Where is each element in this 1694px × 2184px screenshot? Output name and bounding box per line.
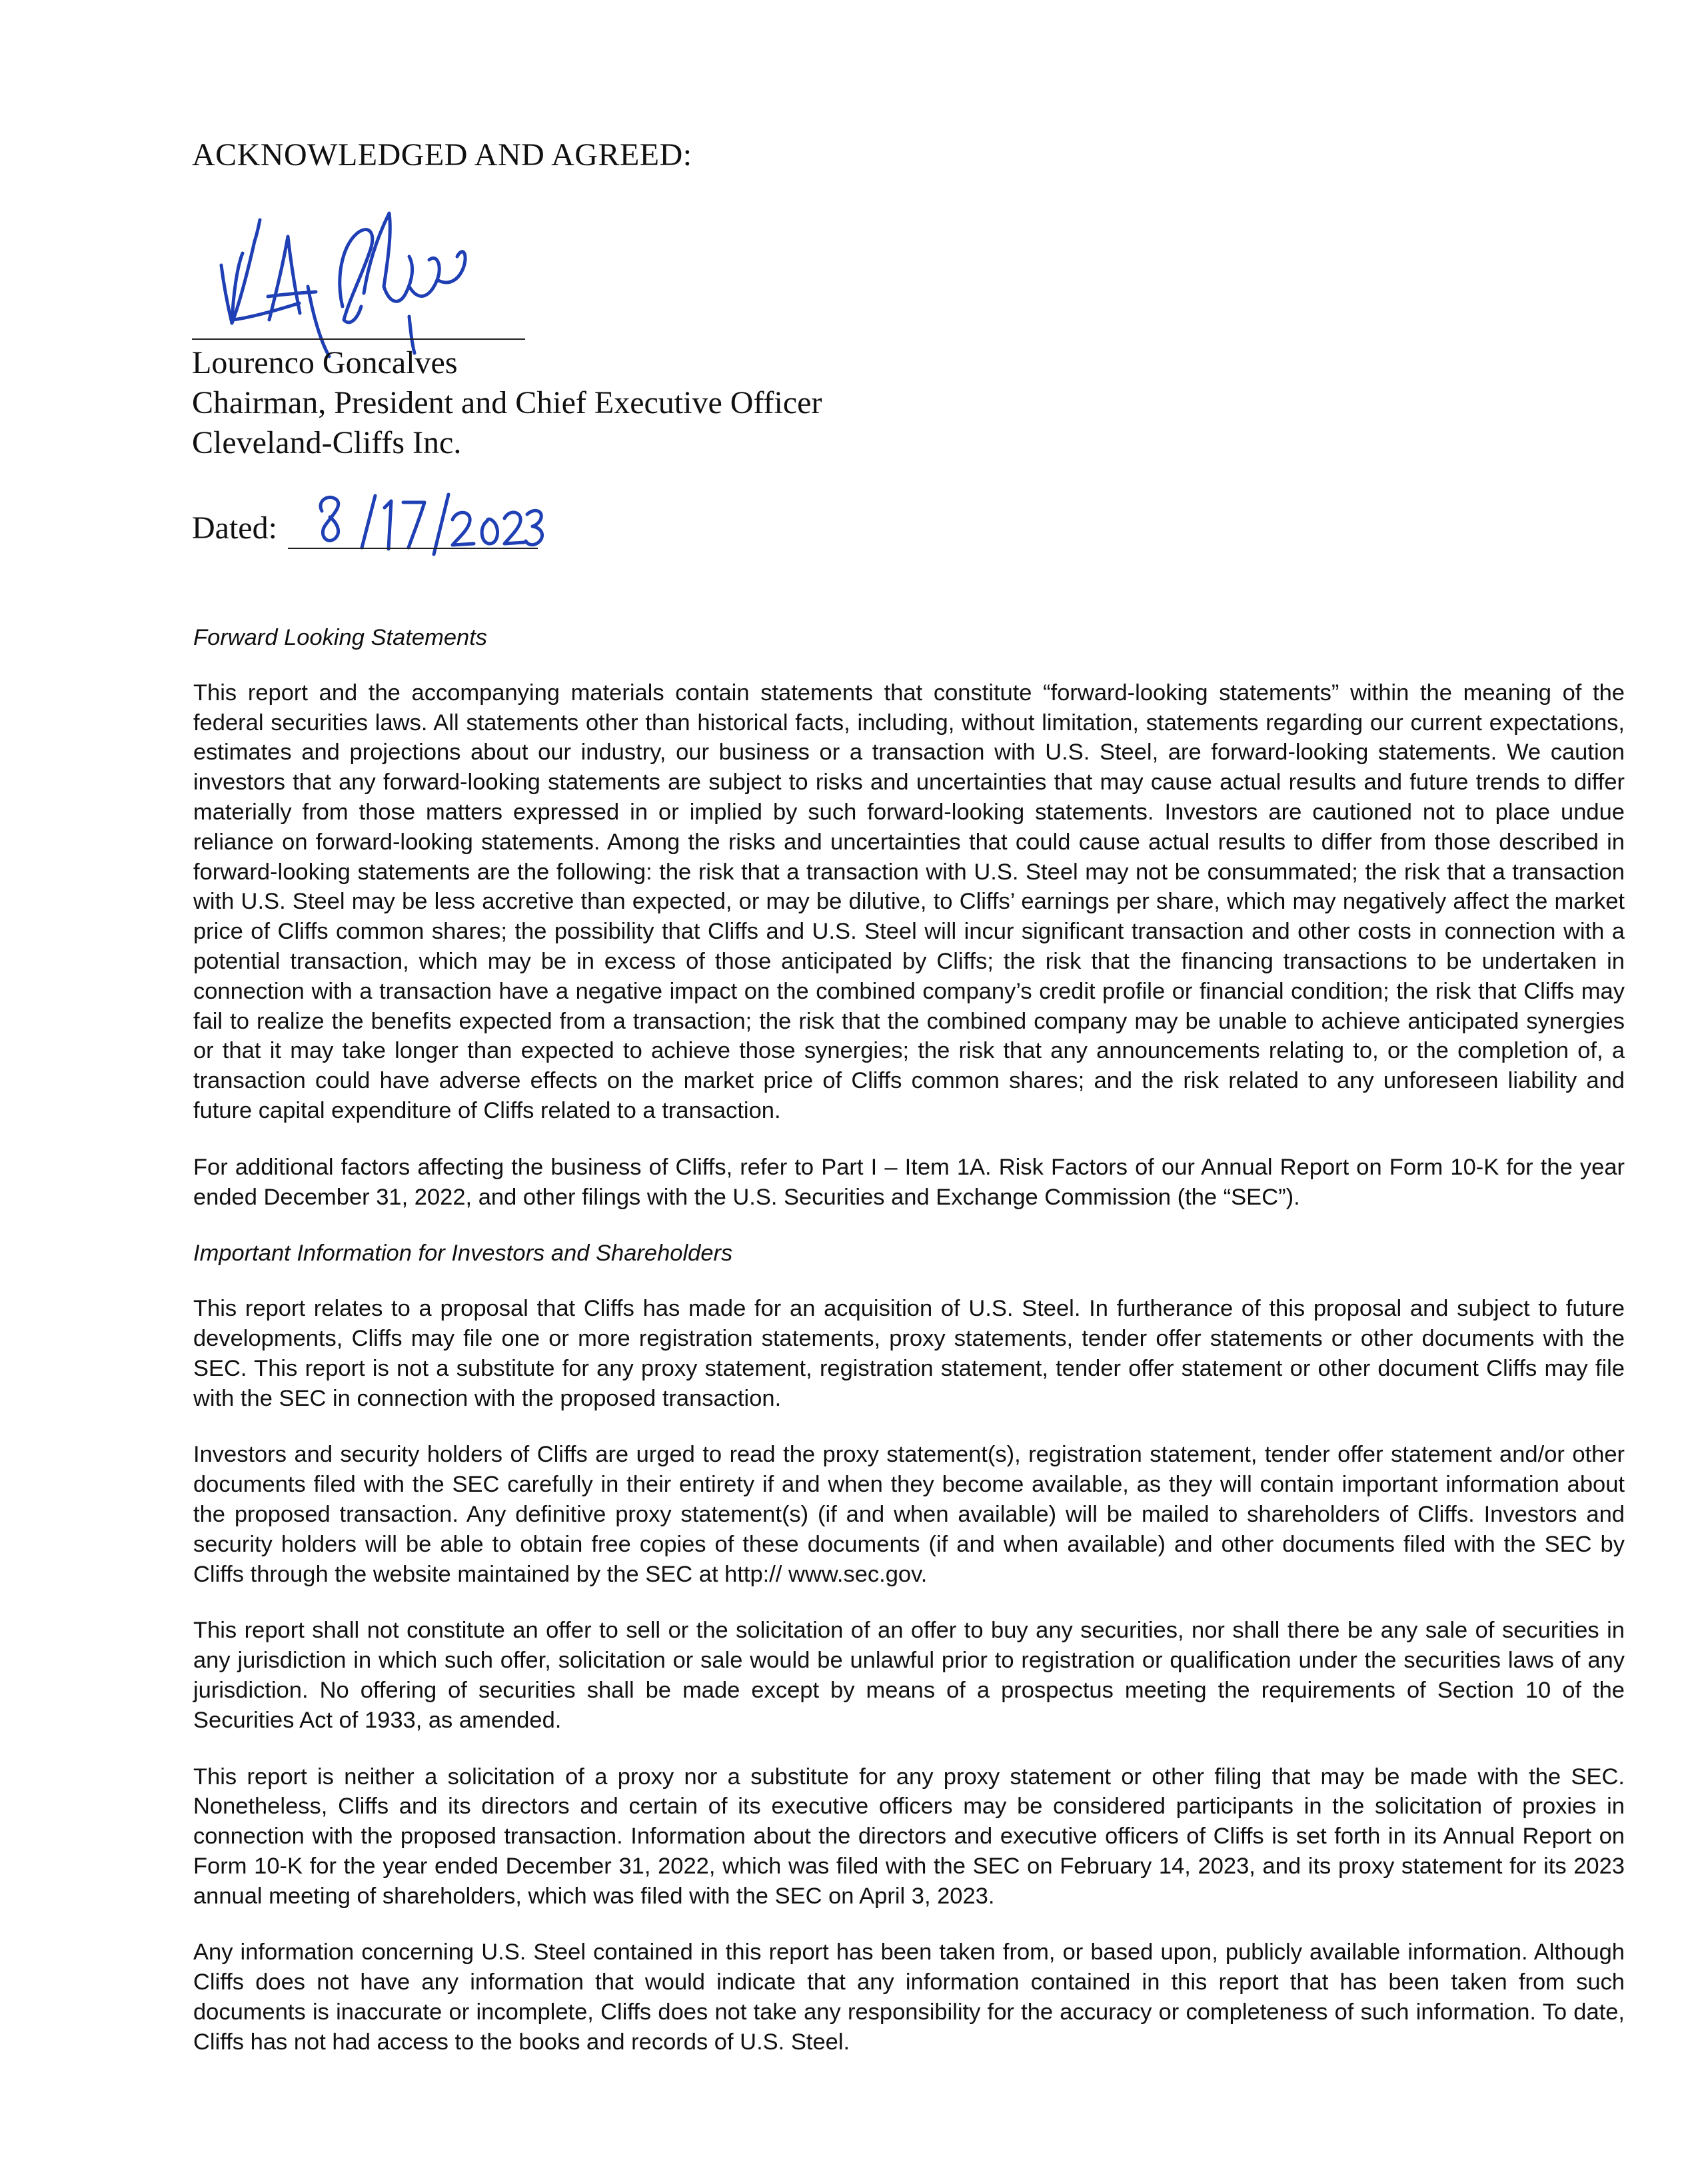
forward-looking-paragraph-2: For additional factors affecting the business of Cliffs, refer to Part I – Item 1A. Risk Factors of our Annual Report on Form 10-K for the year ended December 31, 2022, and other filings with the U.S. Securities and Exchange Commission (the “SEC”).	[193, 1154, 1625, 1210]
important-info-paragraph-4: This report is neither a solicitation of a proxy nor a substitute for any proxy statement or other filing that may be made with the SEC. Nonetheless, Cliffs and its directors and certain of its executive officers may be considered participants in the solicitation of proxies in connection with the proposed transaction. Information about the directors and executive officers of Cliffs is set forth in its Annual Report on Form 10-K for the year ended December 31, 2022, which was filed with the SEC on February 14, 2023, and its proxy statement for its 2023 annual meeting of shareholders, which was filed with the SEC on April 3, 2023.	[193, 1764, 1625, 1909]
signature-line	[192, 338, 525, 340]
signer-block	[192, 343, 822, 463]
handwritten-date	[310, 488, 550, 561]
forward-looking-heading: Forward Looking Statements	[193, 625, 488, 650]
important-info-heading: Important Information for Investors and Shareholders	[193, 1241, 733, 1267]
disclaimer-body	[193, 623, 1625, 2084]
dated-label: Dated:	[192, 510, 277, 546]
signer-name: Lourenco Goncalves	[192, 345, 458, 380]
important-info-paragraph-2: Investors and security holders of Cliffs are urged to read the proxy statement(s), registration statement, tender offer statement and/or other documents filed with the SEC carefully in their entirety if and when they become available, as they will contain important information about the proposed transaction. Any definitive proxy statement(s) (if and when available) will be mailed to shareholders of Cliffs. Investors and security holders will be able to obtain free copies of these documents (if and when available) and other documents filed with the SEC by Cliffs through the website maintained by the SEC at http:// www.sec.gov.	[193, 1442, 1625, 1587]
signer-title: Chairman, President and Chief Executive Officer	[192, 385, 822, 420]
signer-company: Cleveland-Cliffs Inc.	[192, 425, 462, 460]
dated-line	[288, 548, 538, 549]
important-info-paragraph-5: Any information concerning U.S. Steel contained in this report has been taken from, or based upon, publicly available information. Although Cliffs does not have any information that would indicate that any information contained in this report that has been taken from such documents is inaccurate or incomplete, Cliffs does not take any responsibility for the accuracy or completeness of such information. To date, Cliffs has not had access to the books and records of U.S. Steel.	[193, 1939, 1625, 2055]
signature-image	[189, 187, 536, 360]
acknowledged-heading: ACKNOWLEDGED AND AGREED:	[192, 137, 692, 173]
forward-looking-paragraph-1: This report and the accompanying materials contain statements that constitute “forward-looking statements” within the meaning of the federal securities laws. All statements other than historical facts, including, without limitation, statements regarding our current expectations, estimates and projections about our industry, our business or a transaction with U.S. Steel, are forward-looking statements. We caution investors that any forward-looking statements are subject to risks and uncertainties that may cause actual results and future trends to differ materially from those matters expressed in or implied by such forward-looking statements. Investors are cautioned not to place undue reliance on forward-looking statements. Among the risks and uncertainties that could cause actual results to differ from those described in forward-looking statements are the following: the risk that a transaction with U.S. Steel may not be consummated; the risk that a transaction with U.S. Steel may be less accretive than expected, or may be dilutive, to Cliffs’ earnings per share, which may negatively affect the market price of Cliffs common shares; the possibility that Cliffs and U.S. Steel will incur significant transaction and other costs in connection with a potential transaction, which may be in excess of those anticipated by Cliffs; the risk that the financing transactions to be undertaken in connection with a transaction have a negative impact on the combined company’s credit profile or financial condition; the risk that Cliffs may fail to realize the benefits expected from a transaction; the risk that the combined company may be unable to achieve anticipated synergies or that it may take longer than expected to achieve those synergies; the risk that any announcements relating to, or the completion of, a transaction could have adverse effects on the market price of Cliffs common shares; and the risk related to any unforeseen liability and future capital expenditure of Cliffs related to a transaction.	[193, 680, 1625, 1123]
important-info-paragraph-3: This report shall not constitute an offer to sell or the solicitation of an offer to buy any securities, nor shall there be any sale of securities in any jurisdiction in which such offer, solicitation or sale would be unlawful prior to registration or qualification under the securities laws of any jurisdiction. No offering of securities shall be made except by means of a prospectus meeting the requirements of Section 10 of the Securities Act of 1933, as amended.	[193, 1618, 1625, 1733]
important-info-paragraph-1: This report relates to a proposal that Cliffs has made for an acquisition of U.S. Steel. In furtherance of this proposal and subject to future developments, Cliffs may file one or more registration statements, proxy statements, tender offer statements or other documents with the SEC. This report is not a substitute for any proxy statement, registration statement, tender offer statement or other document Cliffs may file with the SEC in connection with the proposed transaction.	[193, 1296, 1625, 1411]
